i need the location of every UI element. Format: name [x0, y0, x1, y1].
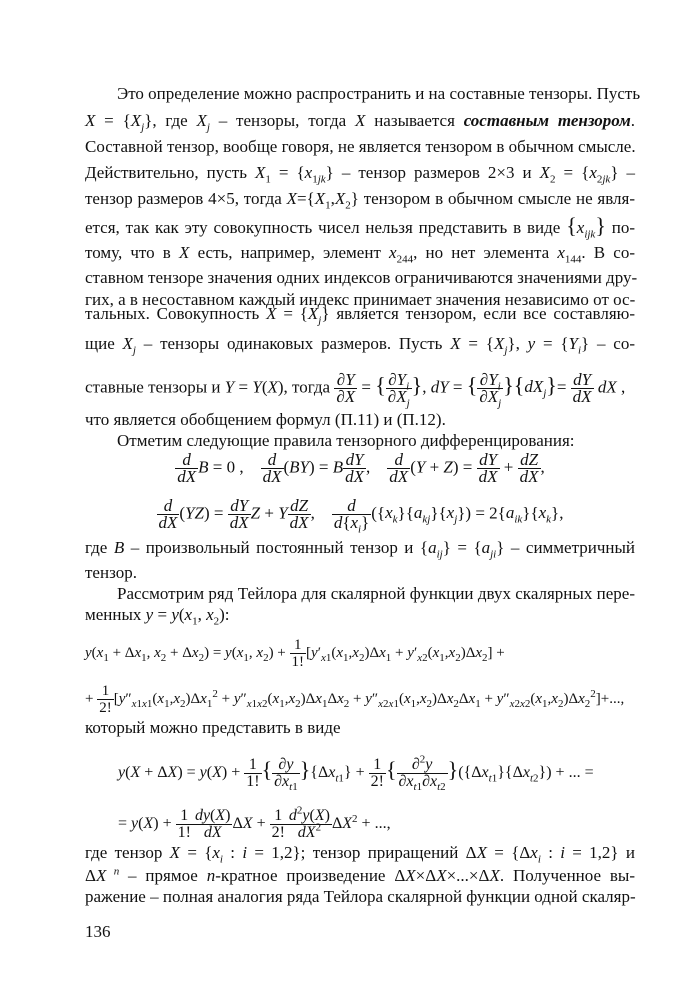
- formula-taylor-2: + $\frac{1}{2!}$ $[y''_{x1x1}(x_1,x_2)\Delta x_1^2 + y''_{x1x2}(x_1,x_2)\Delta x_1\Delta x_2 + y''_{x2x1}(x_1,x_2)\Delta x_2\Delta x_1 + y''_{x2x2}(x_1,x_2)\Delta x_2^2]+$...,: [85, 683, 625, 716]
- line-12: ставные тензоры и Y = Y(X), тогда $\frac{\partial Y}{\partial X}$ = { $\frac{\partial Y_i}{\partial X_j}$ }, dY = { $\frac{\partial Y_i}{\partial X_j}$ }$\{dX_j\}=$ $\frac{dY}{dX}$ dX ,: [85, 370, 626, 410]
- line-3: Составной тензор, вообще говоря, не является тензором в обычном смысле.: [85, 137, 636, 156]
- line-18: менных $y = y(x_1$, $x_2$):: [85, 605, 230, 628]
- line-19: который можно представить в виде: [85, 718, 341, 737]
- line-9: гих, а в несоставном каждый индекс принимает значения независимо от ос-: [85, 290, 636, 309]
- line-4: Действительно, пусть $X_1 = \{x_{1jk}\}$ – тензор размеров 2×3 и $X_2 = \{x_{2jk}\}$ –: [85, 163, 636, 186]
- line-11: щие $X_j$ – тензоры одинаковых размеров. Пусть $X = \{X_j\}$, $y = \{Y_i\} - со-$: [85, 334, 636, 357]
- line-17: Рассмотрим ряд Тейлора для скалярной функции двух скалярных пере-: [117, 584, 635, 603]
- formula-rules-1: $\frac{d}{dX}$ B = 0 , $\frac{d}{dX}$ (BY) = B $\frac{dY}{dX}$ , $\frac{d}{dX}$ (Y + Z) = $\frac{dY}{dX}$ + $\frac{dZ}{dX}$ ,: [177, 450, 545, 486]
- formula-taylor-3: y(X + ΔX) = y(X) + $\frac{1}{1!}$ { $\frac{\partial y}{\partial x_{t1}}$ }$\{\Delta x_{t1}\}$ + $\frac{1}{2!}$ { $\frac{\partial^2y}{\partial x_{t1}\partial x_{t2}}$ }$(\{\Delta x_{t1}\}\{\Delta x_{t2}\})$ + ... =: [118, 753, 594, 794]
- line-15: где B – произвольный постоянный тензор и $\{a_{ij}\} = \{a_{ji}\}$ – симметричный: [85, 538, 636, 561]
- line-10: тальных. Совокупность $X = \{X_j\}$ является тензором, если все составляю-: [85, 304, 635, 327]
- line-5: тензор размеров 4×5, тогда $X=\{X_1,X_2\}$ тензором в обычном смысле не явля-: [85, 189, 635, 212]
- line-7: тому, что в X есть, например, элемент $x_{244}$, но нет элемента $x_{144}$. В со-: [85, 243, 635, 266]
- line-20: где тензор $X = \{x_i$ : i = 1,2}; тензор приращений $\Delta X = \{\Delta x_i$ : i = 1,2} и: [85, 843, 635, 866]
- line-8: ставном тензоре значения одних индексов ограничиваются значениями дру-: [85, 268, 638, 287]
- line-22: ражение – полная аналогия ряда Тейлора скалярной функции одной скаляр-: [85, 887, 636, 906]
- formula-taylor-1: $y(x_1 + \Delta x_1$, $x_2 + \Delta x_2) = y(x_1$, $x_2$) + $\frac{1}{1!}$ $[y'_{x1}(x_1,x_2)\Delta x_1 + y'_{x2}(x_1,x_2)\Delta x_2]$ +: [85, 637, 505, 670]
- page-number: 136: [85, 922, 111, 941]
- line-13: что является обобщением формул (П.11) и (П.12).: [85, 410, 446, 429]
- line-6: ется, так как эту совокупность чисел нельзя представить в виде $\{x_{ijk}\}$ по-: [85, 213, 635, 241]
- formula-taylor-4: = y(X) + $\frac{1}{1!}$ $\frac{dy(X)}{dX}$ ΔX + $\frac{1}{2!}$ $\frac{d^2y(X)}{dX^2}$ $\Delta X^2$ + ...,: [118, 804, 391, 841]
- line-1: Это определение можно распространить и на составные тензоры. Пусть: [117, 84, 641, 103]
- line-14: Отметим следующие правила тензорного дифференцирования:: [117, 431, 575, 450]
- line-16: тензор.: [85, 563, 137, 582]
- formula-rules-2: $\frac{d}{dX}$ (YZ) = $\frac{dY}{dX}$ Z + Y $\frac{dZ}{dX}$ , $\frac{d}{d\{x_i\}}$ $(\{x_k\}\{a_{kj}\}\{x_j\}) = 2\{a_{ik}\}\{x_k\}$,: [158, 496, 564, 536]
- line-2: $X = \{X_j\}$, где $X_j$ – тензоры, тогда X называется составным тензором.: [85, 111, 635, 134]
- line-21: ΔX $^n$ – прямое n-кратное произведение ΔX×ΔX×...×ΔX. Полученное вы-: [85, 865, 635, 885]
